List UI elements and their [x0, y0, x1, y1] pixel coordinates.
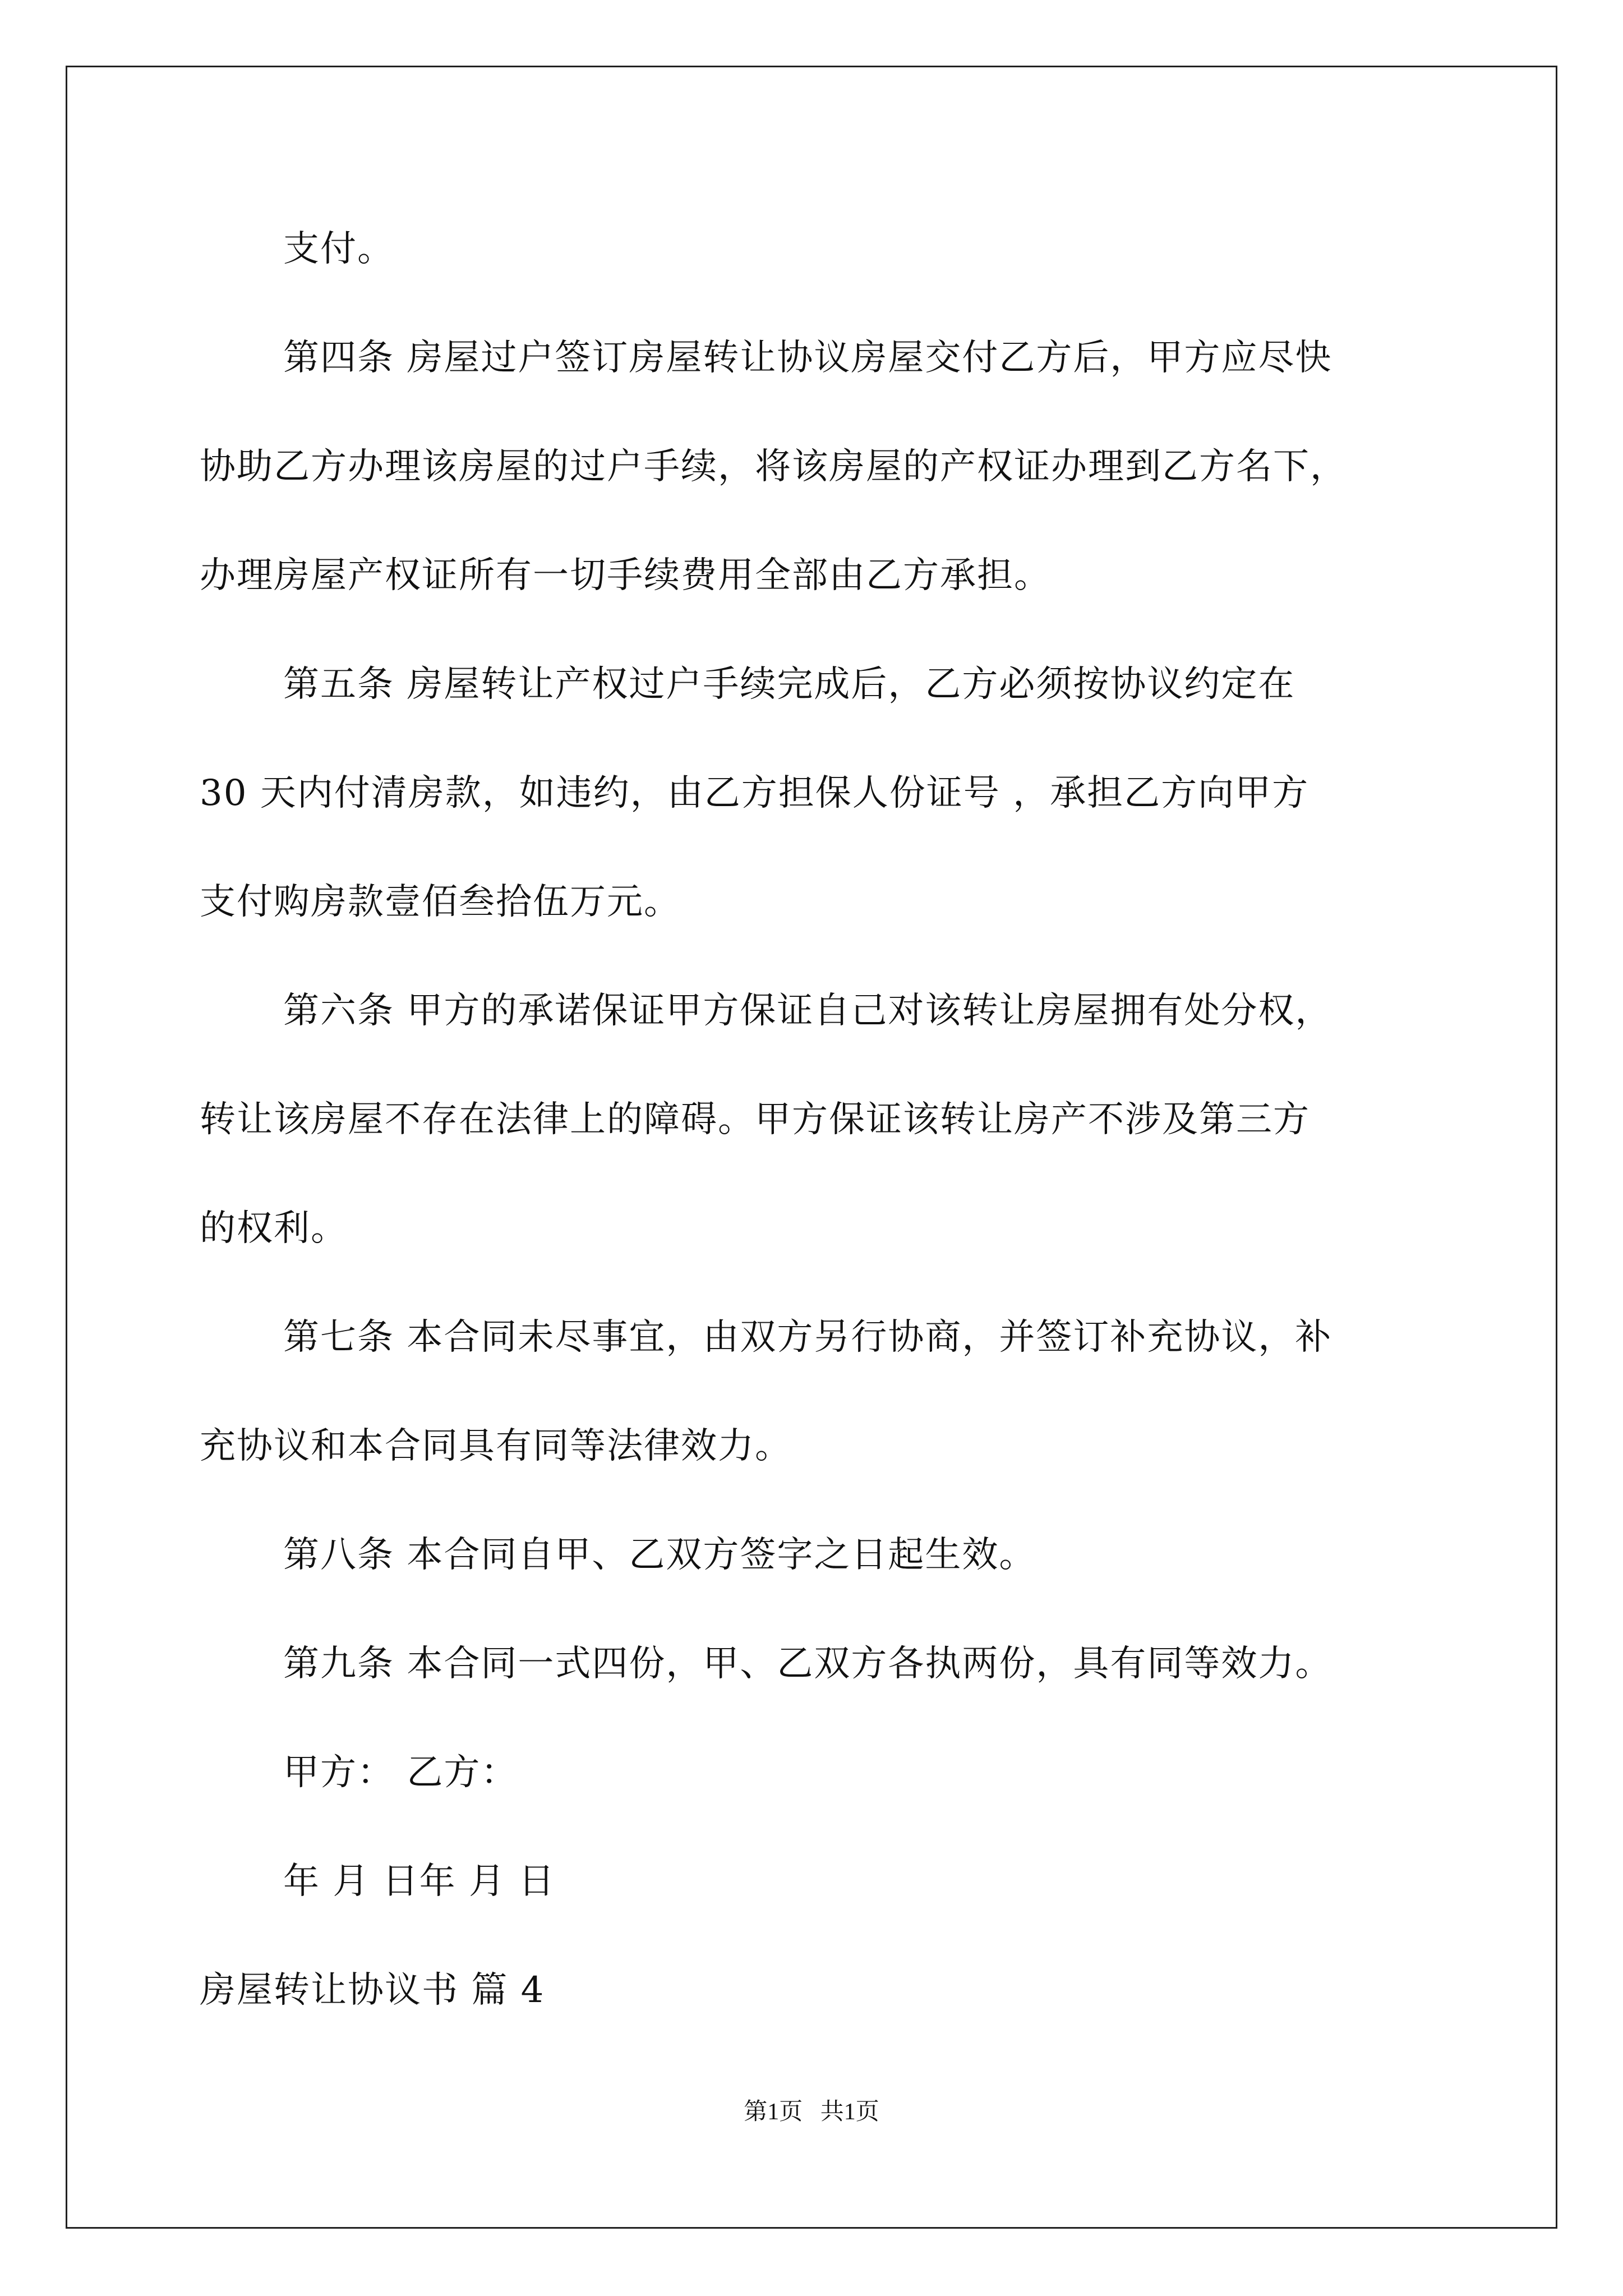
paragraph-line: 充协议和本合同具有同等法律效力。	[200, 1425, 792, 1467]
paragraph-line: 协助乙方办理该房屋的过户手续，将该房屋的产权证办理到乙方名下，	[200, 446, 1347, 487]
paragraph-line: 支付。	[283, 228, 394, 270]
section-heading: 房屋转让协议书 篇 4	[200, 1970, 545, 2011]
article-8-line: 第八条 本合同自甲、乙双方签字之日起生效。	[283, 1534, 1036, 1576]
article-9-line: 第九条 本合同一式四份，甲、乙双方各执两份，具有同等效力。	[283, 1643, 1332, 1685]
paragraph-line: 的权利。	[200, 1208, 348, 1249]
paragraph-line: 转让该房屋不存在法律上的障碍。甲方保证该转让房产不涉及第三方	[200, 1099, 1310, 1140]
article-7-title-line: 第七条 本合同未尽事宜，由双方另行协商，并签订补充协议，补	[283, 1317, 1332, 1358]
signature-parties-line: 甲方： 乙方：	[283, 1752, 518, 1793]
article-6-title-line: 第六条 甲方的承诺保证甲方保证自己对该转让房屋拥有处分权，	[283, 990, 1332, 1032]
signature-date-line: 年 月 日年 月 日	[283, 1861, 556, 1902]
page-border	[66, 66, 1557, 2229]
article-5-title-line: 第五条 房屋转让产权过户手续完成后，乙方必须按协议约定在	[283, 664, 1295, 705]
article-4-title-line: 第四条 房屋过户签订房屋转让协议房屋交付乙方后，甲方应尽快	[283, 337, 1332, 379]
paragraph-line: 30 天内付清房款，如违约，由乙方担保人份证号 ，承担乙方向甲方	[200, 772, 1310, 814]
paragraph-line: 办理房屋产权证所有一切手续费用全部由乙方承担。	[200, 555, 1051, 596]
page-footer: 第1页 共1页	[744, 2099, 879, 2125]
paragraph-line: 支付购房款壹佰叁拾伍万元。	[200, 881, 681, 923]
